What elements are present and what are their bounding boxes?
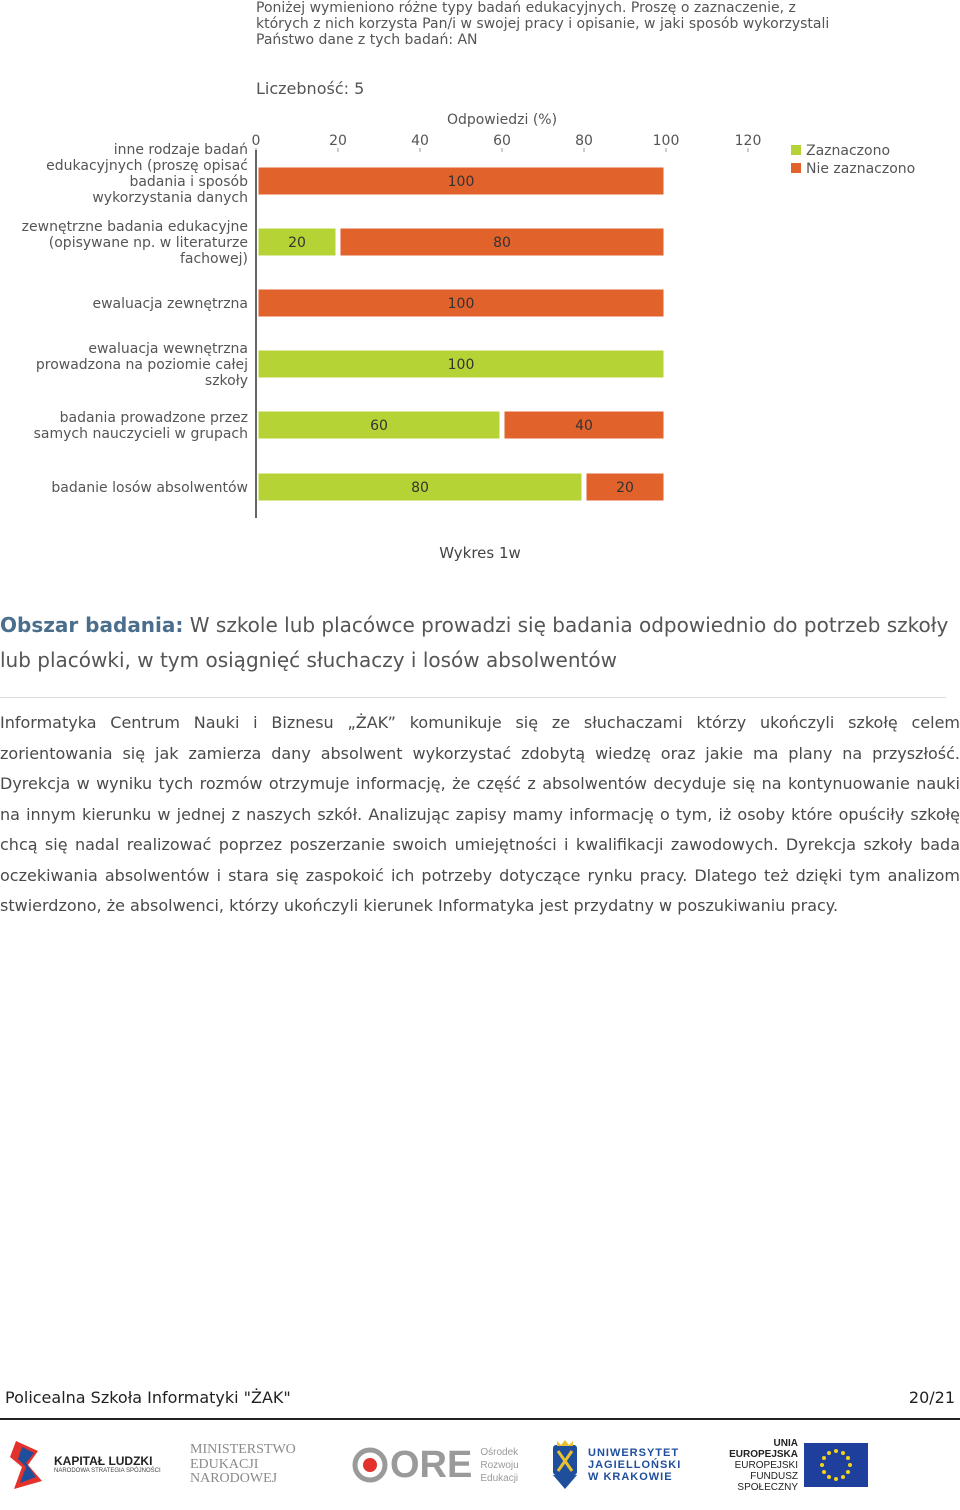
category-label-line: inne rodzaje badań (113, 142, 248, 158)
x-tick-label: 40 (411, 133, 429, 149)
question-line-3: Państwo dane z tych badań: AN (256, 32, 478, 48)
ore-wordmark: ORE (390, 1443, 473, 1486)
section-title (0, 608, 960, 678)
ue-line-3: FUNDUSZ SPOŁECZNY (737, 1470, 798, 1493)
uj-line-2: JAGIELLOŃSKI (588, 1458, 682, 1471)
ue-line-1: UNIA EUROPEJSKA (729, 1437, 798, 1460)
ore-line-1: Ośrodek (480, 1446, 519, 1458)
category-label (51, 480, 248, 496)
body-text (0, 708, 960, 922)
section-label: Obszar badania: (0, 613, 184, 637)
legend-label-nie-zaznaczono: Nie zaznaczono (806, 161, 916, 177)
men-line-1: MINISTERSTWO (190, 1441, 296, 1457)
question-line-2: których z nich korzysta Pan/i w swojej pracy i opisanie, w jaki sposób wykorzystali (256, 16, 830, 32)
legend-swatch-nie-zaznaczono (791, 163, 801, 173)
eu-flag-icon (804, 1443, 868, 1487)
category-label-line: ewaluacja wewnętrzna (88, 341, 248, 357)
ue-efs-logo (706, 1432, 956, 1498)
legend-label-zaznaczono: Zaznaczono (806, 143, 891, 159)
category-label-line: badanie losów absolwentów (51, 480, 248, 496)
bar-value-label: 100 (447, 296, 475, 312)
x-tick-label: 80 (575, 133, 593, 149)
kapital-ludzki-title: KAPITAŁ LUDZKI (54, 1454, 153, 1469)
count-label: Liczebność: 5 (256, 79, 365, 98)
chart-caption: Wykres 1w (439, 544, 521, 562)
uj-logo (548, 1432, 688, 1498)
bar-value-label: 80 (411, 480, 429, 496)
category-label (92, 296, 248, 312)
x-tick-label: 60 (493, 133, 511, 149)
question-line-1: Poniżej wymieniono różne typy badań edukacyjnych. Proszę o zaznaczenie, z (256, 0, 796, 16)
category-label-line: badania i sposób (129, 174, 248, 190)
bar-value-label: 40 (575, 418, 593, 434)
category-label-line: zewnętrzne badania edukacyjne (21, 219, 248, 235)
x-tick-label: 100 (652, 133, 680, 149)
men-line-3: NARODOWEJ (190, 1471, 278, 1487)
bar-value-label: 20 (288, 235, 306, 251)
category-label (34, 410, 248, 442)
uj-crest-icon (548, 1437, 582, 1493)
ore-line-2: Rozwoju (480, 1459, 519, 1471)
category-label-line: edukacyjnych (proszę opisać (46, 158, 248, 174)
footer-divider (0, 1418, 960, 1420)
x-tick-label: 20 (329, 133, 347, 149)
ue-line-2: EUROPEJSKI (734, 1459, 798, 1471)
body-paragraph: Informatyka Centrum Nauki i Biznesu „ŻAK” komunikuje się ze słuchaczami którzy ukończyli szkołę celem zorientowania się jak zamierza dany absolwent wykorzystać zdobytą wiedzę oraz jakie ma plany na przyszłość. Dyrekcja w wyniku tych rozmów otrzymuje informację, że część z absolwentów decyduje się na kontynuowanie nauki na innym kierunku w jednej z naszych szkół. Analizując zapisy mamy informację o tym, iż osoby które opuściły szkołę chcą się nadal realizować poprzez poszerzanie swoich umiejętności i kwalifikacji zawodowych. Dyrekcja szkoły bada oczekiwania absolwentów i stara się zaspokoić ich potrzeby dotyczące rynku pracy. Dlatego też dzięki tym analizom stwierdzono, że absolwenci, którzy ukończyli kierunek Informatyka jest przydatny w poszukiwaniu pracy. (0, 713, 960, 915)
bar-value-label: 60 (370, 418, 388, 434)
men-line-2: EDUKACJI (190, 1456, 259, 1472)
category-label-line: szkoły (204, 373, 248, 389)
uj-line-3: W KRAKOWIE (588, 1471, 673, 1484)
page-number: 20/21 (908, 1388, 955, 1407)
category-label-line: badania prowadzone przez (59, 410, 248, 426)
logo-bar (0, 1432, 960, 1502)
kapital-ludzki-logo (8, 1432, 178, 1498)
section-text: W szkole lub placówce prowadzi się badania odpowiednio do potrzeb szkoły lub placówki, w tym osiągnięć słuchaczy i losów absolwentów (0, 613, 949, 672)
bar-value-label: 100 (447, 174, 475, 190)
uj-line-1: UNIWERSYTET (588, 1446, 680, 1459)
x-tick-label: 120 (734, 133, 762, 149)
kapital-ludzki-subtitle: NARODOWA STRATEGIA SPÓJNOŚCI (54, 1468, 161, 1475)
category-label-line: wykorzystania danych (92, 190, 248, 206)
category-label-line: (opisywane np. w literaturze (48, 235, 248, 251)
category-label (22, 219, 248, 267)
footer-school: Policealna Szkoła Informatyki "ŻAK" (5, 1388, 291, 1407)
category-label-line: ewaluacja zewnętrzna (92, 296, 248, 312)
ore-line-3: Edukacji (480, 1472, 519, 1484)
category-label-line: prowadzona na poziomie całej (35, 357, 248, 373)
category-label (46, 142, 248, 206)
x-tick-label: 0 (251, 133, 261, 149)
kapital-ludzki-icon (8, 1437, 48, 1493)
ministerstwo-logo (190, 1432, 320, 1498)
ore-circle-icon (352, 1447, 388, 1483)
legend-swatch-zaznaczono (791, 145, 801, 155)
ore-logo (352, 1432, 522, 1498)
bar-value-label: 80 (493, 235, 511, 251)
bar-chart (0, 0, 960, 530)
divider (0, 697, 946, 698)
bar-value-label: 20 (616, 480, 634, 496)
x-axis-title: Odpowiedzi (%) (446, 112, 558, 128)
category-label (36, 341, 248, 389)
category-label-line: fachowej) (179, 251, 248, 267)
bar-value-label: 100 (447, 357, 475, 373)
category-label-line: samych nauczycieli w grupach (33, 426, 248, 442)
